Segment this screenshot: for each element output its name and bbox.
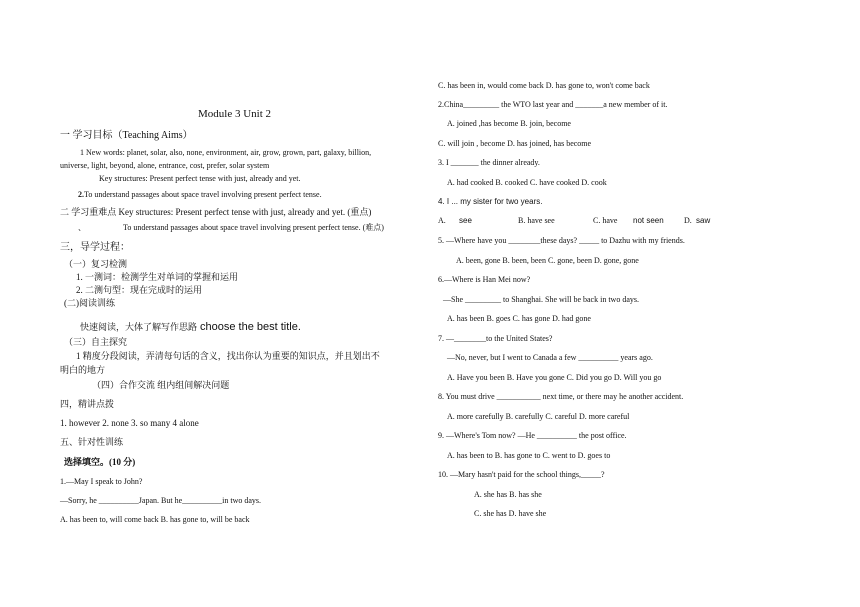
question-2: 2.China_________ the WTO last year and _______a new member of it. [438, 100, 668, 109]
reading-instruction-cn: 快速阅读，大体了解写作思路 [80, 322, 198, 332]
question-3: 3. I _______ the dinner already. [438, 158, 540, 167]
aim-2-text: To understand passages about space travel involving present perfect tense. [84, 190, 322, 199]
section-1-heading: 一 学习目标（Teaching Aims） [60, 130, 193, 141]
aim-1-line-1: 1 New words: planet, solar, also, none, environment, air, grow, grown, part, galaxy, billion, [80, 148, 372, 157]
section-2-heading: 二 学习重难点 Key structures: Present perfect tense with just, already and yet. (重点) [60, 207, 372, 217]
key-structures: Key structures: Present perfect tense with just, already and yet. [99, 174, 301, 183]
aim-2-number: 2. [78, 190, 84, 199]
question-7-options: A. Have you been B. Have you gone C. Did you go D. Will you go [447, 373, 662, 382]
question-5: 5. —Where have you ________these days? _____ to Dazhu with my friends. [438, 236, 685, 245]
question-9-options: A. has been to B. has gone to C. went to D. goes to [447, 451, 611, 460]
question-8: 8. You must drive ___________ next time, or there may he another accident. [438, 392, 684, 401]
section-3-heading: 三，导学过程： [60, 242, 130, 253]
question-4-option-b: B. have see [518, 216, 555, 225]
review-heading: （一）复习检测 [64, 259, 128, 269]
question-1-line-1: 1.—May I speak to John? [60, 477, 143, 486]
section-5-heading: 五、针对性训练 [60, 437, 124, 447]
question-5-options: A. been, gone B. been, been C. gone, been D. gone, gone [456, 256, 639, 265]
question-1-options-ab: A. has been to, will come back B. has gone to, will be back [60, 515, 250, 524]
question-2-options-ab: A. joined ,has become B. join, become [447, 119, 571, 128]
question-7-line-1: 7. —________to the United States? [438, 334, 553, 343]
question-6-line-1: 6.—Where is Han Mei now? [438, 275, 531, 284]
question-1-options-cd: C. has been in, would come back D. has gone to, won't come back [438, 81, 650, 90]
exercise-heading: 选择填空。(10 分) [64, 457, 136, 467]
explore-line-2: 明白的地方 [60, 365, 106, 375]
question-4-option-d-label: D. [684, 216, 692, 225]
question-4-option-a-word: see [459, 216, 472, 225]
question-7-line-2: —No, never, but I went to Canada a few __________ years ago. [447, 353, 653, 362]
review-item-1: 1. 一测词：检测学生对单词的掌握和运用 [76, 272, 239, 282]
reading-instruction [80, 318, 301, 334]
section-2-bullet: 、 [78, 223, 86, 232]
explore-line-1: 1 精度分段阅读，弄清每句话的含义，找出你认为重要的知识点，并且划出不 [76, 351, 380, 361]
question-10-options-cd: C. she has D. have she [474, 509, 547, 518]
question-6-line-2: —She _________ to Shanghai. She will be back in two days. [443, 295, 639, 304]
question-9: 9. —Where's Tom now? —He __________ the post office. [438, 431, 627, 440]
question-10-options-ab: A. she has B. has she [474, 490, 542, 499]
question-8-options: A. more carefully B. carefully C. careful D. more careful [447, 412, 630, 421]
question-3-options: A. had cooked B. cooked C. have cooked D. cook [447, 178, 607, 187]
section-2-line-2: To understand passages about space travel involving present perfect tense. (难点) [123, 223, 384, 232]
question-4-option-a-label: A. [438, 216, 446, 225]
review-item-2: 2. 二测句型：现在完成时的运用 [76, 285, 203, 295]
cooperation-line: （四）合作交流 组内组间解决问题 [92, 380, 230, 390]
question-10: 10. —Mary hasn't paid for the school things,_____? [438, 470, 605, 479]
question-4-option-c-word: not seen [633, 216, 664, 225]
question-6-options: A. has been B. goes C. has gone D. had gone [447, 314, 591, 323]
question-2-options-cd: C. will join , become D. has joined, has become [438, 139, 592, 148]
reading-heading: (二)阅读训练 [64, 298, 115, 308]
aim-2 [78, 191, 322, 199]
question-1-line-2: —Sorry, he __________Japan. But he__________in two days. [60, 496, 262, 505]
page-title: Module 3 Unit 2 [198, 108, 272, 120]
explore-heading: （三）自主探究 [64, 337, 128, 347]
question-4: 4. I ... my sister for two years. [438, 197, 543, 206]
section-4-heading: 四，精讲点拨 [60, 399, 115, 409]
key-points-line: 1. however 2. none 3. so many 4 alone [60, 418, 199, 428]
question-4-option-c-label: C. have [593, 216, 618, 225]
aim-1-line-2: universe, light, beyond, alone, entrance, cost, prefer, solar system [60, 161, 270, 170]
question-4-option-d-word: saw [696, 216, 711, 225]
reading-instruction-en: choose the best title. [200, 321, 301, 333]
